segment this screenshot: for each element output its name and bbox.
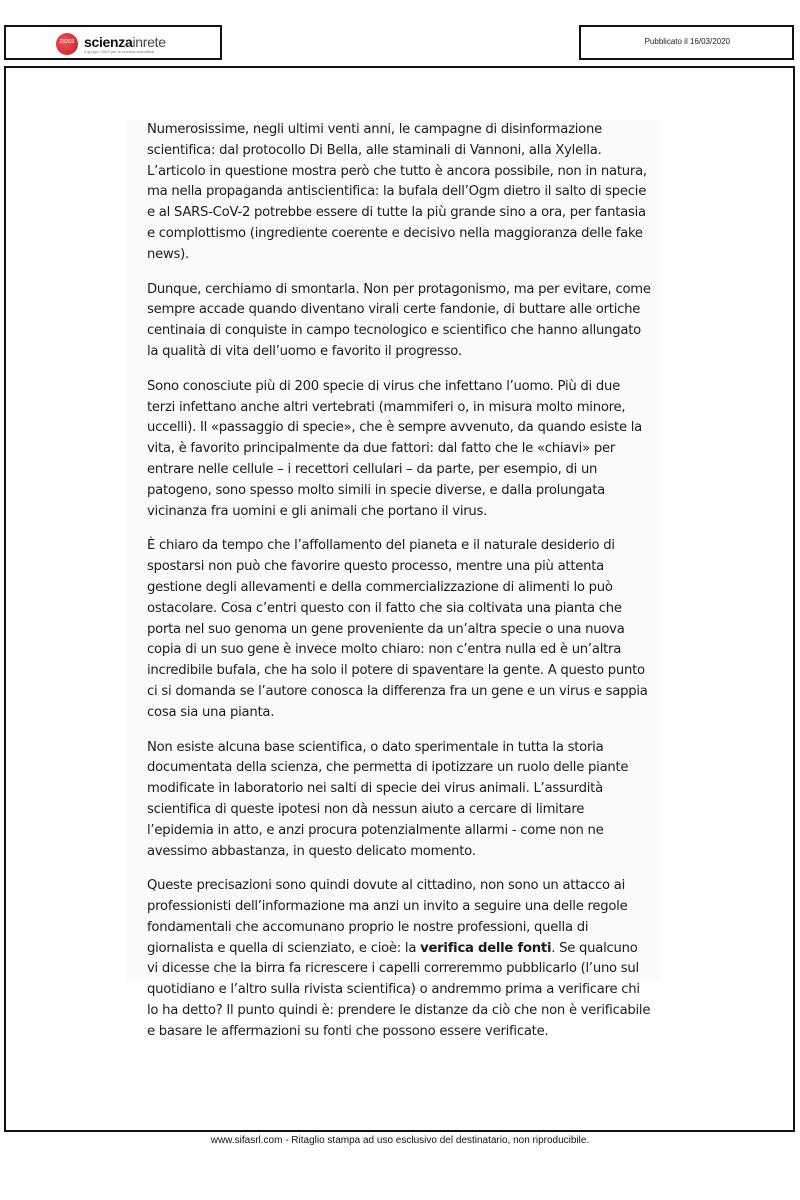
header-date-box bbox=[579, 25, 794, 60]
scienzainrete-logo[interactable] bbox=[56, 33, 166, 55]
article-paragraph-4: È chiaro da tempo che l’affollamento del pianeta e il naturale desiderio di spostarsi non può che favorire questo processo, mentre una più attenta gestione degli allevamenti e della commercializzazione di alimenti lo può ostacolare. Cosa c’entri questo con il fatto che sia coltivata una pianta che porta nel suo genoma un gene proveniente da un’altra specie o una nuova copia di un suo gene è invece molto chiaro: non c’entra nulla ed è un’altra incredibile bufala, che ha solo il potere di spaventare la gente. A questo punto ci si domanda se l’autore conosca la differenza fra un gene e un virus e sappia cosa sia una pianta. bbox=[147, 538, 648, 720]
clipping-footer: www.sifasrl.com - Ritaglio stampa ad uso esclusivo del destinatario, non riproducibile. bbox=[210, 1135, 590, 1146]
article-paragraph-3: Sono conosciute più di 200 specie di virus che infettano l’uomo. Più di due terzi infettano anche altri vertebrati (mammiferi o, in misura molto minore, uccelli). Il «passaggio di specie», che è sempre avvenuto, da quando esiste la vita, è favorito principalmente da due fattori: dal fatto che le «chiavi» per entrare nelle cellule – i recettori cellulari – da parte, per esempio, di un patogeno, sono spesso molto simili in specie diverse, e dalla prolungata vicinanza fra uomini e gli animali che portano il virus. bbox=[147, 378, 642, 519]
logo-name-light: inrete bbox=[132, 33, 166, 50]
header-logo-box bbox=[4, 25, 222, 60]
logo-name-bold: scienza bbox=[84, 33, 133, 50]
article-paragraph-2: Dunque, cerchiamo di smontarla. Non per protagonismo, ma per evitare, come sempre accade quando diventano virali certe fandonie, di buttare alle ortiche centinaia di conquiste in campo tecnologico e scientifico che hanno allungato la qualità di vita dell’uomo e favorito il progresso. bbox=[147, 281, 651, 359]
article-frame bbox=[4, 66, 795, 1132]
logo-text bbox=[84, 35, 166, 54]
paragraph-6-rest: . Se qualcuno vi dicesse che la birra fa ricrescere i capelli correremmo pubblicarlo (l’uno sul quotidiano e l’altro sulla rivista scientifica) o andremmo prima a verificare chi lo ha detto? Il punto quindi è: prendere le distanze da ciò che non è verificabile e basare le affermazioni su fonti che possono essere verificate. bbox=[147, 940, 651, 1039]
article-paragraph-6 bbox=[147, 876, 651, 1042]
article-body bbox=[126, 120, 661, 1039]
verifica-delle-fonti-emphasis: verifica delle fonti bbox=[420, 940, 552, 956]
paragraph-6-lead: Queste precisazioni sono quindi dovute al cittadino, non sono un attacco ai professionisti dell’informazione ma anzi un invito a seguire una delle regole fondamentali che accomunano proprio le nostre professioni, quella di giornalista e quella di scienziato, e cioè: la bbox=[147, 878, 628, 956]
article-paragraph-1: Numerosissime, negli ultimi venti anni, le campagne di disinformazione scientifica: dal protocollo Di Bella, alle staminali di Vannoni, alla Xylella. L’articolo in questione mostra però che tutto è ancora possibile, non in natura, ma nella propaganda antiscientifica: la bufala dell’Ogm dietro il salto di specie e al SARS-CoV-2 potrebbe essere di tutte la più grande sino a ora, per fantasia e complottismo (ingrediente coerente e decisivo nella maggioranza delle fake news). bbox=[147, 122, 647, 262]
logo-name bbox=[84, 35, 166, 49]
article-paragraph-5: Non esiste alcuna base scientifica, o dato sperimentale in tutta la storia documentata della scienza, che permetta di ipotizzare un ruolo delle piante modificate in laboratorio nei salti di specie dei virus animali. L’assurdità scientifica di queste ipotesi non dà nessun aiuto a cercare di limitare l’epidemia in atto, e anzi procura potenzialmente allarmi - come non ne avessimo abbastanza, in questo delicato momento. bbox=[147, 739, 629, 859]
logo-tagline: Il gruppo 2003 per la scienza scientifica bbox=[84, 48, 155, 54]
logo-badge-text: ZIOSS bbox=[59, 39, 75, 45]
logo-circle-icon bbox=[56, 33, 78, 55]
publication-date: Pubblicato il 16/03/2020 bbox=[644, 37, 730, 46]
